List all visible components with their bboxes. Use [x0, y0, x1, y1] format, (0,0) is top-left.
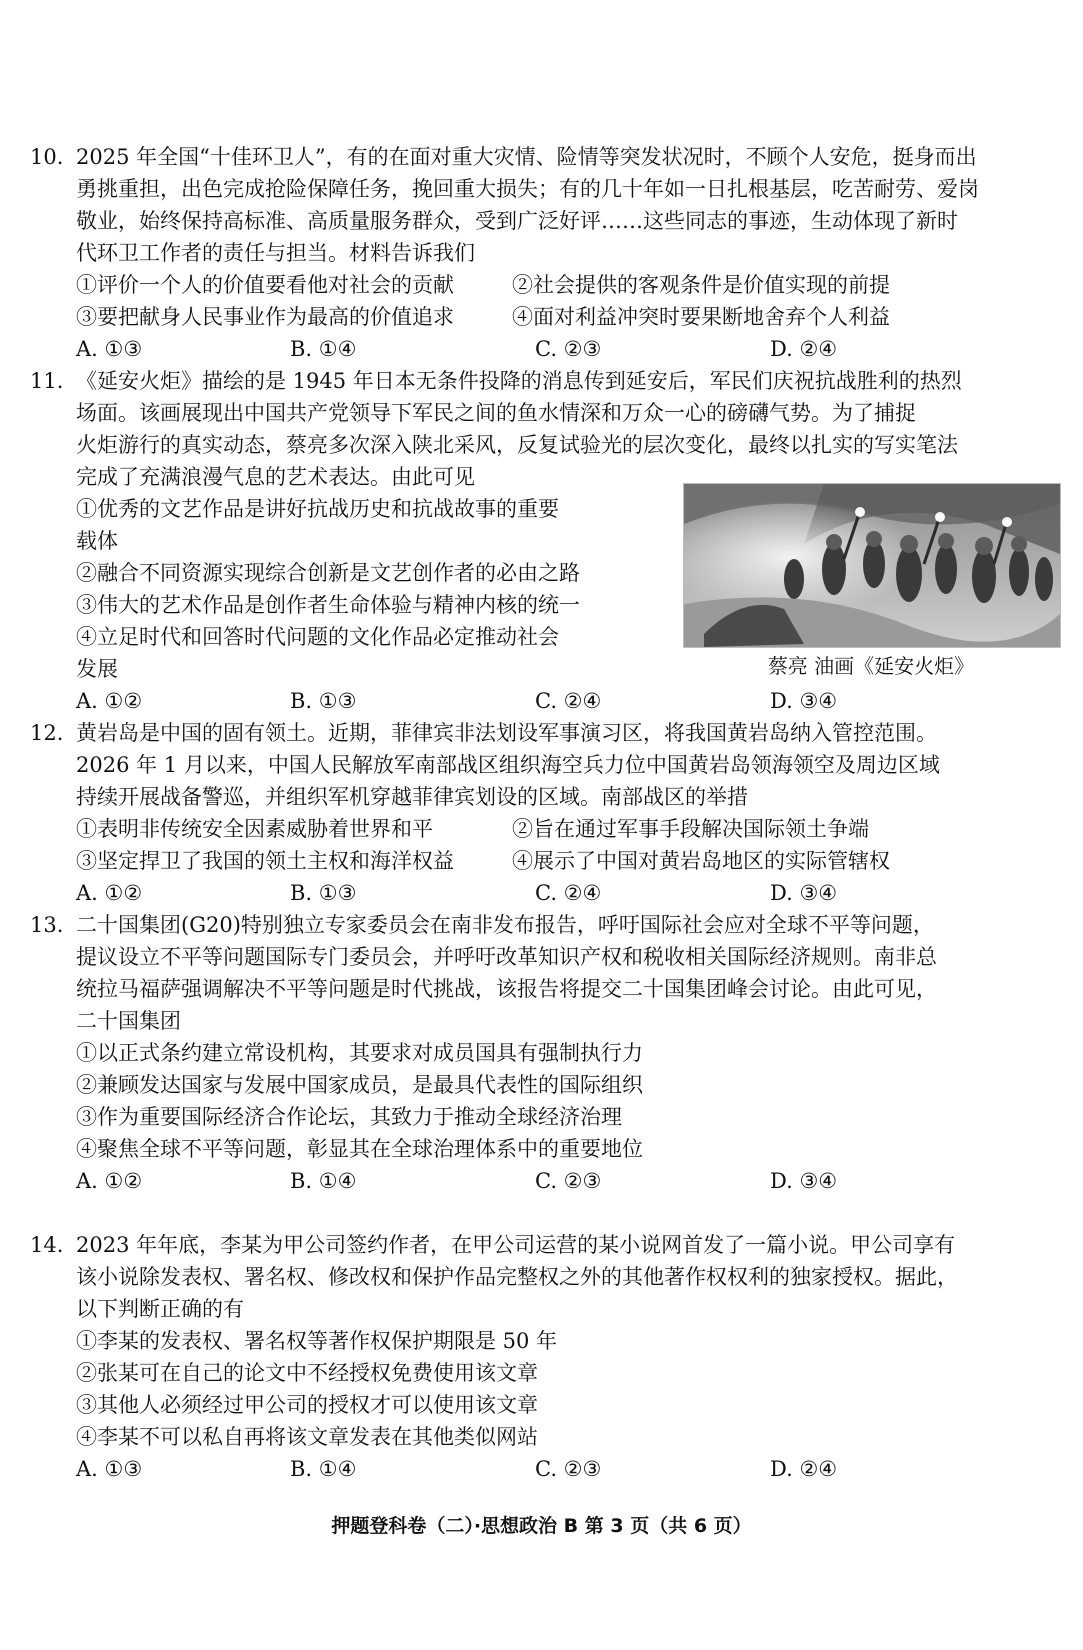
statement-option-line — [0, 1325, 1083, 1357]
statement-option: 载体 — [76, 529, 118, 553]
question-number: 12. — [30, 721, 64, 745]
answer-choice-a[interactable]: A. ①② — [76, 1169, 143, 1193]
statement-option-line — [0, 589, 660, 621]
question-12-line — [0, 781, 1083, 813]
options-row — [0, 269, 1083, 301]
statement-option-line — [0, 493, 660, 525]
answer-choice-c[interactable]: C. ②④ — [535, 881, 602, 905]
statement-option-line — [0, 525, 660, 557]
question-13-line — [0, 909, 1083, 941]
statement-option-line — [0, 653, 660, 685]
statement-option: ②张某可在自己的论文中不经授权免费使用该文章 — [76, 1361, 538, 1385]
statement-option: ①优秀的文艺作品是讲好抗战历史和抗战故事的重要 — [76, 497, 559, 521]
question-11-line — [0, 365, 1083, 397]
question-12-line — [0, 717, 1083, 749]
figure-caption: 蔡亮 油画《延安火炬》 — [767, 654, 975, 678]
question-stem: 以下判断正确的有 — [76, 1297, 244, 1321]
statement-option: ④面对利益冲突时要果断地舍弃个人利益 — [512, 305, 890, 329]
answer-choices — [0, 333, 1083, 365]
question-stem: 场面。该画展现出中国共产党领导下军民之间的鱼水情深和万众一心的磅礴气势。为了捕捉 — [76, 401, 916, 425]
statement-option-line — [0, 1357, 1083, 1389]
options-row — [0, 301, 1083, 333]
answer-choices — [0, 877, 1083, 909]
question-stem: 《延安火炬》描绘的是 1945 年日本无条件投降的消息传到延安后，军民们庆祝抗战胜利的热烈 — [76, 369, 962, 393]
answer-choice-d[interactable]: D. ②④ — [770, 1457, 838, 1481]
answer-choices — [0, 1453, 1083, 1485]
question-11-line — [0, 429, 1083, 461]
answer-choice-c[interactable]: C. ②③ — [535, 337, 602, 361]
question-11-line — [0, 397, 1083, 429]
answer-choice-a[interactable]: A. ①③ — [76, 1457, 143, 1481]
question-stem: 2023 年年底，李某为甲公司签约作者，在甲公司运营的某小说网首发了一篇小说。甲公司享有 — [76, 1233, 956, 1257]
statement-option-line — [0, 1069, 1083, 1101]
answer-choices — [0, 685, 1083, 717]
answer-choice-a[interactable]: A. ①③ — [76, 337, 143, 361]
statement-option: ①以正式条约建立常设机构，其要求对成员国具有强制执行力 — [76, 1041, 643, 1065]
question-number: 11. — [30, 369, 64, 393]
answer-choice-b[interactable]: B. ①④ — [290, 1457, 357, 1481]
answer-choice-c[interactable]: C. ②③ — [535, 1457, 602, 1481]
question-13-line — [0, 1005, 1083, 1037]
statement-option-line — [0, 1037, 1083, 1069]
question-stem: 黄岩岛是中国的固有领土。近期，菲律宾非法划设军事演习区，将我国黄岩岛纳入管控范围。 — [76, 721, 937, 745]
question-stem: 持续开展战备警巡，并组织军机穿越菲律宾划设的区域。南部战区的举措 — [76, 785, 748, 809]
question-number: 13. — [30, 913, 64, 937]
question-stem: 完成了充满浪漫气息的艺术表达。由此可见 — [76, 465, 475, 489]
answer-choice-d[interactable]: D. ③④ — [770, 689, 838, 713]
question-stem: 该小说除发表权、署名权、修改权和保护作品完整权之外的其他著作权权利的独家授权。据此， — [76, 1265, 958, 1289]
statement-option: ①李某的发表权、署名权等著作权保护期限是 50 年 — [76, 1329, 558, 1353]
options-row — [0, 845, 1083, 877]
statement-option: ③坚定捍卫了我国的领土主权和海洋权益 — [76, 849, 454, 873]
question-stem: 火炬游行的真实动态，蔡亮多次深入陕北采风，反复试验光的层次变化，最终以扎实的写实笔法 — [76, 433, 958, 457]
answer-choice-c[interactable]: C. ②④ — [535, 689, 602, 713]
answer-choice-d[interactable]: D. ③④ — [770, 1169, 838, 1193]
statement-option: ③其他人必须经过甲公司的授权才可以使用该文章 — [76, 1393, 538, 1417]
answer-choices — [0, 1165, 1083, 1197]
statement-option-line — [0, 1133, 1083, 1165]
question-10-line — [0, 237, 1083, 269]
question-stem: 二十国集团 — [76, 1009, 181, 1033]
question-stem: 2026 年 1 月以来，中国人民解放军南部战区组织海空兵力位中国黄岩岛领海领空及周边区域 — [76, 753, 940, 777]
statement-option: ③伟大的艺术作品是创作者生命体验与精神内核的统一 — [76, 593, 580, 617]
question-stem: 敬业，始终保持高标准、高质量服务群众，受到广泛好评……这些同志的事迹，生动体现了新时 — [76, 209, 958, 233]
answer-choice-b[interactable]: B. ①③ — [290, 881, 357, 905]
question-stem: 代环卫工作者的责任与担当。材料告诉我们 — [76, 241, 475, 265]
answer-choice-b[interactable]: B. ①④ — [290, 1169, 357, 1193]
statement-option-line — [0, 1421, 1083, 1453]
statement-option: ③要把献身人民事业作为最高的价值追求 — [76, 305, 454, 329]
statement-option: ①表明非传统安全因素威胁着世界和平 — [76, 817, 433, 841]
statement-option: ②兼顾发达国家与发展中国家成员，是最具代表性的国际组织 — [76, 1073, 643, 1097]
statement-option-line — [0, 557, 660, 589]
statement-option: ②旨在通过军事手段解决国际领土争端 — [512, 817, 869, 841]
question-14-line — [0, 1261, 1083, 1293]
statement-option-line — [0, 1389, 1083, 1421]
question-10-line — [0, 205, 1083, 237]
statement-option: 发展 — [76, 657, 118, 681]
question-12-line — [0, 749, 1083, 781]
question-stem: 勇挑重担，出色完成抢险保障任务，挽回重大损失；有的几十年如一日扎根基层，吃苦耐劳、爱岗 — [76, 177, 979, 201]
statement-option: ③作为重要国际经济合作论坛，其致力于推动全球经济治理 — [76, 1105, 622, 1129]
question-number: 14. — [30, 1233, 64, 1257]
question-stem: 2025 年全国“十佳环卫人”，有的在面对重大灾情、险情等突发状况时，不顾个人安危，挺身而出 — [76, 145, 977, 169]
answer-choice-b[interactable]: B. ①③ — [290, 689, 357, 713]
answer-choice-a[interactable]: A. ①② — [76, 881, 143, 905]
answer-choice-d[interactable]: D. ③④ — [770, 881, 838, 905]
page-footer: 押题登科卷（二）·思想政治 B 第 3 页（共 6 页） — [331, 1515, 752, 1537]
question-13-line — [0, 973, 1083, 1005]
question-stem: 二十国集团(G20)特别独立专家委员会在南非发布报告，呼吁国际社会应对全球不平等问题， — [76, 913, 934, 937]
statement-option: ④李某不可以私自再将该文章发表在其他类似网站 — [76, 1425, 538, 1449]
question-14-line — [0, 1293, 1083, 1325]
question-number: 10. — [30, 145, 64, 169]
options-row — [0, 813, 1083, 845]
answer-choice-a[interactable]: A. ①② — [76, 689, 143, 713]
statement-option-line — [0, 1101, 1083, 1133]
question-14-line — [0, 1229, 1083, 1261]
statement-option: ②融合不同资源实现综合创新是文艺创作者的必由之路 — [76, 561, 580, 585]
question-13-line — [0, 941, 1083, 973]
question-10-line — [0, 141, 1083, 173]
question-stem: 提议设立不平等问题国际专门委员会，并呼吁改革知识产权和税收相关国际经济规则。南非总 — [76, 945, 937, 969]
statement-option-line — [0, 621, 660, 653]
statement-option: ④展示了中国对黄岩岛地区的实际管辖权 — [512, 849, 890, 873]
answer-choice-b[interactable]: B. ①④ — [290, 337, 357, 361]
statement-option: ②社会提供的客观条件是价值实现的前提 — [512, 273, 890, 297]
statement-option: ④立足时代和回答时代问题的文化作品必定推动社会 — [76, 625, 559, 649]
oil-painting-image — [683, 483, 1061, 648]
answer-choice-d[interactable]: D. ②④ — [770, 337, 838, 361]
question-stem: 统拉马福萨强调解决不平等问题是时代挑战，该报告将提交二十国集团峰会讨论。由此可见， — [76, 977, 937, 1001]
statement-option: ④聚焦全球不平等问题，彰显其在全球治理体系中的重要地位 — [76, 1137, 643, 1161]
answer-choice-c[interactable]: C. ②③ — [535, 1169, 602, 1193]
statement-option: ①评价一个人的价值要看他对社会的贡献 — [76, 273, 454, 297]
question-10-line — [0, 173, 1083, 205]
